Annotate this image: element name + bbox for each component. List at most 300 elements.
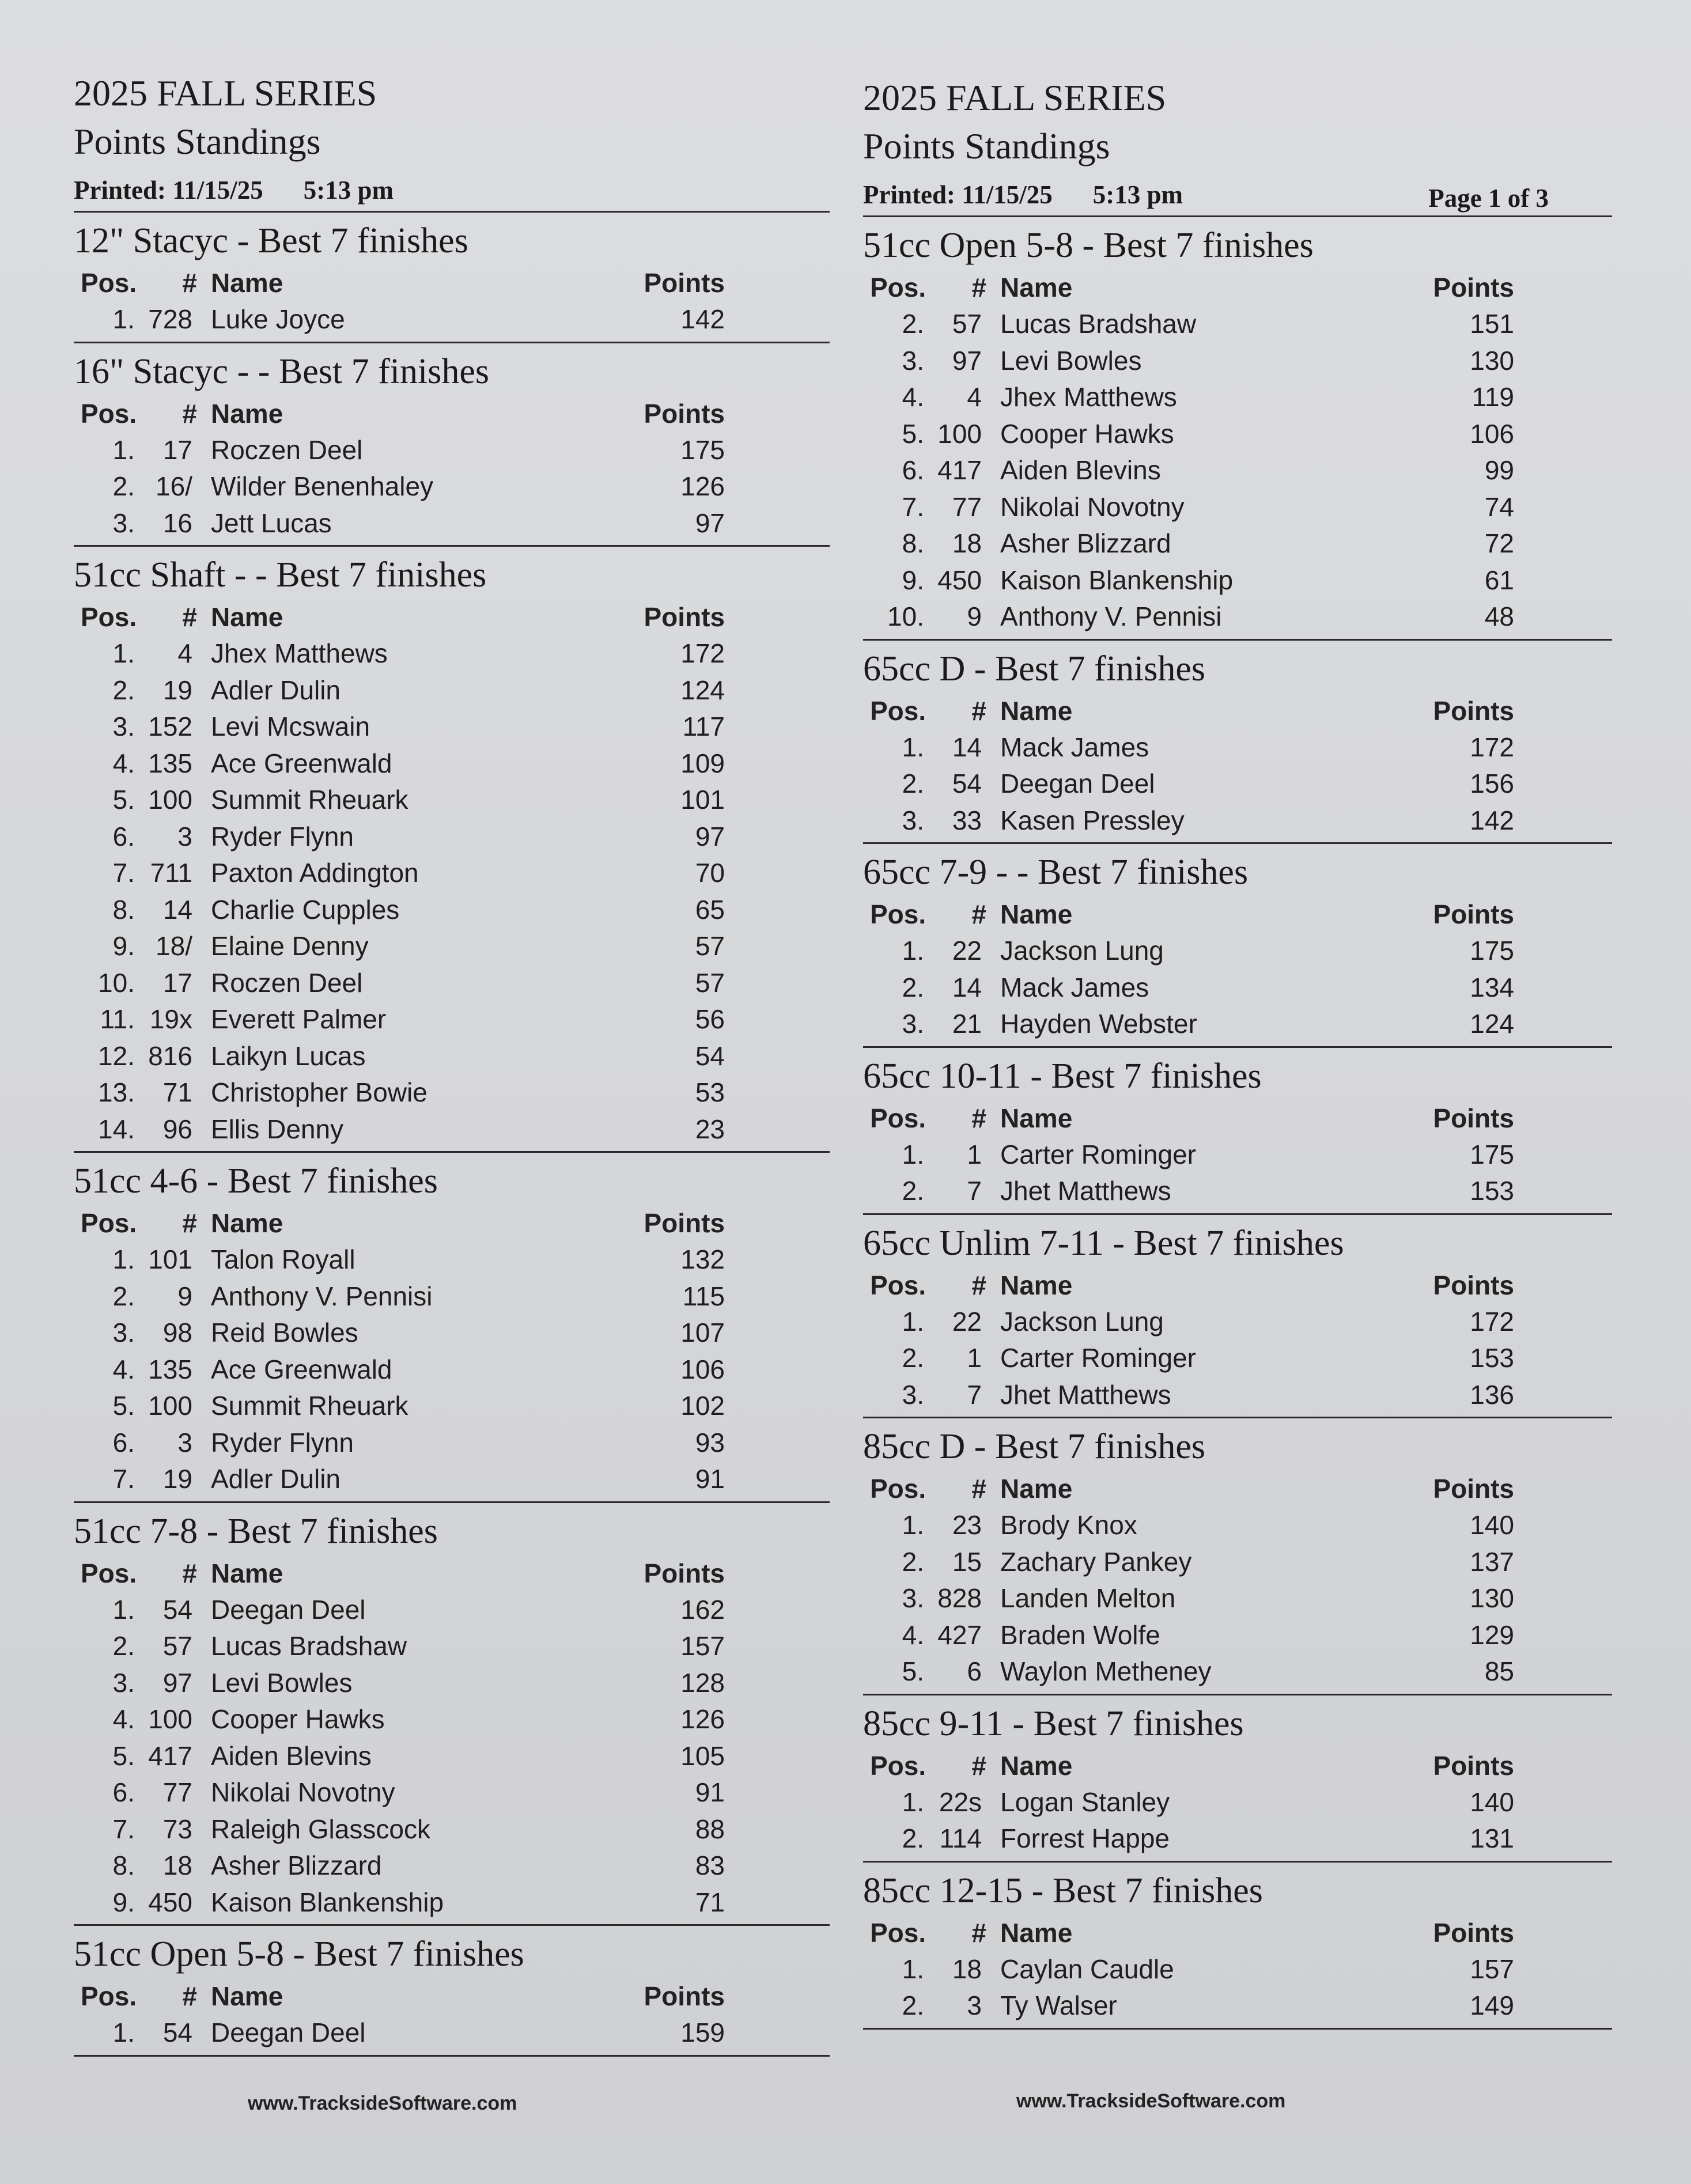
column-header-number: # [971,899,986,929]
column-header-row [863,1747,1612,1784]
column-header-pos: Pos. [81,398,137,429]
rider-points: 88 [695,1814,725,1844]
right-column [863,0,1612,2030]
column-header-name: Name [211,1558,283,1588]
class-section [863,849,1612,1048]
rider-name: Anthony V. Pennisi [1000,601,1222,631]
standings-row [863,379,1612,416]
printed-line [863,177,1612,212]
rider-name: Ellis Denny [211,1114,344,1144]
rider-points: 65 [695,894,725,925]
standings-row [863,1617,1612,1654]
rider-position: 7. [112,858,135,888]
rider-points: 159 [680,2018,725,2047]
standings-row [863,416,1612,453]
rider-number: 19x [149,1004,192,1034]
rider-number: 3 [177,821,192,851]
rider-points: 72 [1484,528,1514,558]
rider-name: Ryder Flynn [211,1427,354,1458]
rider-number: 4 [177,638,192,668]
column-header-points: Points [1433,272,1514,302]
rider-number: 100 [148,1391,192,1421]
series-title: 2025 FALL SERIES [74,73,377,113]
rider-points: 153 [1470,1343,1514,1373]
rider-points: 106 [1470,418,1514,449]
rider-position: 1. [112,434,135,465]
rider-position: 3. [112,711,135,741]
rider-number: 22 [952,1306,982,1337]
rider-position: 2. [902,1546,924,1577]
standings-row [74,1038,830,1075]
column-header-number: # [971,1750,986,1781]
rider-points: 53 [695,1077,725,1107]
rider-position: 2. [112,1631,135,1661]
column-header-number: # [971,695,986,726]
column-header-name: Name [1000,695,1073,726]
rider-number: 417 [937,455,982,485]
rider-number: 114 [939,1823,982,1853]
standings-row [863,525,1612,562]
rider-name: Mack James [1000,732,1149,762]
standings-row [863,306,1612,343]
rider-points: 175 [680,434,725,465]
standings-row [74,1315,830,1352]
rider-position: 1. [902,1786,924,1817]
rider-position: 7. [112,1814,135,1844]
standings-row [74,1241,830,1278]
rider-name: Jhex Matthews [1000,382,1177,412]
rider-name: Deegan Deel [211,2018,366,2047]
rider-number: 135 [148,1354,192,1384]
class-title: 51cc Open 5-8 - Best 7 finishes [74,1935,524,1974]
class-section [74,1931,830,2057]
class-title: 85cc 9-11 - Best 7 finishes [863,1704,1244,1743]
rider-name: Roczen Deel [211,967,363,998]
column-header-row [74,264,830,301]
class-title: 65cc Unlim 7-11 - Best 7 finishes [863,1223,1344,1263]
rider-position: 10. [887,601,924,631]
rider-points: 153 [1470,1176,1514,1206]
rider-name: Jhet Matthews [1000,1379,1171,1410]
column-header-number: # [182,268,197,298]
rider-number: 816 [148,1040,192,1071]
standings-row [74,635,830,672]
rider-position: 1. [902,936,924,966]
left-column [74,0,830,2057]
rider-points: 23 [695,1114,725,1144]
class-title: 85cc 12-15 - Best 7 finishes [863,1871,1263,1910]
standings-row [74,1774,830,1811]
rider-position: 9. [112,931,135,961]
column-header-number: # [182,1208,197,1238]
rider-name: Waylon Metheney [1000,1656,1212,1686]
rider-name: Levi Bowles [211,1667,353,1698]
standings-row [74,1425,830,1462]
column-header-pos: Pos. [870,1750,926,1781]
column-header-name: Name [211,268,283,298]
rider-name: Jhet Matthews [1000,1176,1171,1206]
rider-number: 18 [952,1954,982,1984]
standings-row [74,1701,830,1738]
rider-position: 3. [902,1583,924,1613]
rider-name: Landen Melton [1000,1583,1176,1613]
rider-number: 7 [967,1176,982,1206]
rider-name: Raleigh Glasscock [211,1814,430,1844]
rider-name: Roczen Deel [211,434,363,465]
standings-row [863,803,1612,839]
column-header-points: Points [1433,1270,1514,1300]
rider-number: 18/ [156,931,192,961]
rider-points: 130 [1470,1583,1514,1613]
rider-points: 54 [695,1040,725,1071]
header-rule [863,215,1612,217]
rider-position: 2. [902,1343,924,1373]
rider-position: 1. [112,2018,135,2047]
class-title: 51cc 7-8 - Best 7 finishes [74,1511,438,1551]
column-header-number: # [182,602,197,632]
rider-number: 33 [952,805,982,835]
column-header-name: Name [1000,899,1073,929]
column-header-row [863,1100,1612,1137]
printed-line [74,173,830,207]
rider-number: 97 [952,345,982,376]
rider-position: 4. [902,1619,924,1650]
column-header-pos: Pos. [81,268,137,298]
column-header-name: Name [211,1981,283,2011]
series-subtitle: Points Standings [863,126,1110,166]
column-header-pos: Pos. [870,1474,926,1504]
standings-row [74,505,830,542]
column-header-number: # [182,1558,197,1588]
rider-name: Forrest Happe [1000,1823,1170,1853]
column-header-name: Name [1000,1474,1073,1504]
footer-url-left: www.TracksideSoftware.com [248,2092,517,2114]
rider-name: Hayden Webster [1000,1009,1197,1039]
standings-row [74,709,830,745]
column-header-pos: Pos. [81,1981,137,2011]
column-header-pos: Pos. [870,899,926,929]
rider-number: 3 [967,1990,982,2020]
rider-name: Logan Stanley [1000,1786,1170,1817]
rider-name: Cooper Hawks [211,1704,385,1734]
column-header-points: Points [644,1558,725,1588]
rider-number: 7 [967,1379,982,1410]
rider-name: Brody Knox [1000,1510,1137,1540]
rider-number: 152 [148,711,192,741]
rider-points: 131 [1470,1823,1514,1853]
rider-position: 1. [112,638,135,668]
standings-row [74,1461,830,1498]
class-section [74,1157,830,1503]
standings-row [74,1592,830,1629]
rider-number: 97 [162,1667,192,1698]
standings-row [74,1001,830,1038]
rider-points: 105 [680,1740,725,1771]
rider-number: 100 [937,418,982,449]
standings-row [863,1304,1612,1341]
rider-number: 14 [952,732,982,762]
rider-name: Adler Dulin [211,1464,341,1494]
rider-points: 71 [695,1887,725,1917]
column-header-pos: Pos. [870,1103,926,1133]
rider-points: 115 [682,1281,725,1311]
rider-number: 728 [148,304,192,334]
standings-row [863,1137,1612,1174]
class-title: 65cc D - Best 7 finishes [863,649,1206,688]
standings-row [863,1580,1612,1617]
rider-name: Zachary Pankey [1000,1546,1192,1577]
rider-position: 12. [98,1040,135,1071]
column-header-row [74,1978,830,2015]
column-header-name: Name [211,602,283,632]
rider-position: 3. [902,345,924,376]
printed-label: Printed: [863,180,955,209]
rider-name: Mack James [1000,972,1149,1002]
rider-name: Laikyn Lucas [211,1040,366,1071]
rider-position: 10. [98,967,135,998]
rider-points: 140 [1470,1786,1514,1817]
rider-position: 8. [902,528,924,558]
column-header-points: Points [644,602,725,632]
rider-name: Everett Palmer [211,1004,387,1034]
rider-points: 57 [695,931,725,961]
rider-position: 5. [112,785,135,815]
rider-number: 9 [177,1281,192,1311]
rider-name: Elaine Denny [211,931,369,961]
rider-name: Levi Mcswain [211,711,370,741]
rider-number: 18 [162,1850,192,1880]
standings-row [863,1653,1612,1690]
standings-row [863,489,1612,526]
series-subtitle: Points Standings [74,121,321,162]
rider-name: Lucas Bradshaw [211,1631,407,1661]
rider-points: 119 [1471,382,1514,412]
rider-name: Ty Walser [1000,1990,1117,2020]
rider-points: 136 [1470,1379,1514,1410]
standings-row [74,782,830,819]
column-header-pos: Pos. [81,1208,137,1238]
column-header-points: Points [1433,1103,1514,1133]
page-number: Page 1 of 3 [1428,184,1549,213]
column-header-number: # [971,272,986,302]
standings-row [863,1784,1612,1821]
rider-points: 70 [695,858,725,888]
rider-position: 3. [902,1379,924,1410]
rider-number: 14 [162,894,192,925]
standings-row [74,1811,830,1848]
rider-points: 162 [680,1594,725,1625]
rider-position: 14. [98,1114,135,1144]
rider-name: Summit Rheuark [211,785,408,815]
rider-position: 3. [112,1318,135,1348]
rider-number: 14 [952,972,982,1002]
rider-number: 16 [162,508,192,538]
rider-name: Kasen Pressley [1000,805,1185,835]
rider-position: 6. [112,821,135,851]
standings-row [863,1988,1612,2024]
rider-number: 96 [162,1114,192,1144]
rider-points: 93 [695,1427,725,1458]
rider-points: 101 [680,785,725,815]
column-header-row [74,599,830,635]
rider-name: Asher Blizzard [1000,528,1171,558]
rider-position: 4. [902,382,924,412]
column-header-pos: Pos. [81,602,137,632]
rider-name: Luke Joyce [211,304,345,334]
column-header-number: # [182,1981,197,2011]
rider-name: Charlie Cupples [211,894,400,925]
rider-number: 417 [148,1740,192,1771]
rider-number: 4 [967,382,982,412]
rider-name: Reid Bowles [211,1318,358,1348]
rider-points: 157 [680,1631,725,1661]
rider-position: 5. [902,1656,924,1686]
rider-position: 1. [902,1139,924,1169]
standings-row [863,729,1612,766]
class-title: 65cc 10-11 - Best 7 finishes [863,1056,1262,1096]
left-sections [74,217,830,2057]
standings-row [863,1173,1612,1210]
class-title: 51cc Open 5-8 - Best 7 finishes [863,226,1314,265]
rider-number: 450 [148,1887,192,1917]
rider-position: 2. [902,309,924,339]
column-header-points: Points [1433,1750,1514,1781]
standings-row [74,855,830,892]
rider-points: 126 [680,471,725,501]
rider-number: 100 [148,785,192,815]
standings-row [74,301,830,338]
rider-name: Christopher Bowie [211,1077,428,1107]
standings-row [863,1340,1612,1377]
rider-points: 142 [1470,805,1514,835]
rider-position: 2. [902,972,924,1002]
class-section [863,1700,1612,1863]
rider-number: 71 [162,1077,192,1107]
rider-position: 1. [902,1510,924,1540]
class-title: 16" Stacyc - - Best 7 finishes [74,351,489,391]
rider-points: 99 [1484,455,1514,485]
standings-row [74,2015,830,2051]
rider-name: Lucas Bradshaw [1000,309,1197,339]
rider-name: Carter Rominger [1000,1343,1196,1373]
rider-name: Nikolai Novotny [211,1777,395,1807]
column-header-points: Points [1433,1917,1514,1948]
rider-position: 3. [112,1667,135,1698]
column-header-pos: Pos. [81,1558,137,1588]
rider-number: 18 [952,528,982,558]
left-header [74,0,830,213]
standings-row [863,1951,1612,1988]
rider-position: 4. [112,748,135,778]
rider-points: 129 [1470,1619,1514,1650]
rider-number: 9 [967,601,982,631]
rider-name: Braden Wolfe [1000,1619,1160,1650]
rider-points: 61 [1484,565,1514,595]
rider-points: 157 [1470,1954,1514,1984]
rider-points: 106 [680,1354,725,1384]
rider-number: 57 [952,309,982,339]
rider-name: Deegan Deel [211,1594,366,1625]
rider-number: 1 [967,1139,982,1169]
rider-position: 2. [112,1281,135,1311]
standings-row [74,745,830,782]
rider-number: 711 [150,858,192,888]
standings-row [74,1111,830,1148]
rider-points: 126 [680,1704,725,1734]
rider-number: 3 [177,1427,192,1458]
standings-row [863,970,1612,1006]
standings-row [863,1507,1612,1544]
rider-points: 117 [682,711,725,741]
rider-points: 175 [1470,936,1514,966]
rider-name: Ace Greenwald [211,748,392,778]
rider-position: 3. [902,1009,924,1039]
rider-position: 9. [112,1887,135,1917]
rider-points: 172 [680,638,725,668]
rider-points: 156 [1470,769,1514,798]
rider-position: 1. [112,1244,135,1274]
standings-row [74,432,830,469]
rider-position: 7. [902,491,924,522]
rider-number: 77 [162,1777,192,1807]
rider-points: 56 [695,1004,725,1034]
column-header-number: # [971,1103,986,1133]
rider-points: 74 [1484,491,1514,522]
rider-name: Deegan Deel [1000,769,1155,798]
column-header-row [863,896,1612,933]
rider-number: 1 [967,1343,982,1373]
rider-name: Ace Greenwald [211,1354,392,1384]
rider-number: 19 [162,675,192,705]
column-header-name: Name [1000,1917,1073,1948]
standings-row [74,1665,830,1702]
printed-date: 11/15/25 [962,180,1053,209]
rider-position: 6. [112,1777,135,1807]
standings-row [74,928,830,965]
rider-points: 134 [1470,972,1514,1002]
footer-url-right: www.TracksideSoftware.com [1016,2090,1286,2112]
class-title: 51cc 4-6 - Best 7 finishes [74,1161,438,1201]
printed-time: 5:13 pm [1092,180,1183,209]
standings-row [74,1628,830,1665]
rider-position: 7. [112,1464,135,1494]
rider-number: 54 [162,1594,192,1625]
rider-points: 142 [680,304,725,334]
column-header-points: Points [644,398,725,429]
rider-number: 57 [162,1631,192,1661]
standings-row [74,1074,830,1111]
rider-number: 100 [148,1704,192,1734]
column-header-points: Points [644,1981,725,2011]
class-section [863,222,1612,641]
standings-row [863,1820,1612,1857]
column-header-number: # [971,1917,986,1948]
rider-position: 5. [902,418,924,449]
rider-points: 97 [695,508,725,538]
rider-position: 1. [112,1594,135,1625]
rider-points: 124 [680,675,725,705]
column-header-row [74,1555,830,1592]
rider-number: 22s [939,1786,982,1817]
class-title: 12" Stacyc - Best 7 finishes [74,221,468,260]
column-header-points: Points [644,268,725,298]
rider-name: Kaison Blankenship [211,1887,444,1917]
column-header-row [863,692,1612,729]
rider-points: 91 [695,1777,725,1807]
rider-number: 15 [952,1546,982,1577]
standings-row [863,1006,1612,1043]
rider-points: 57 [695,967,725,998]
